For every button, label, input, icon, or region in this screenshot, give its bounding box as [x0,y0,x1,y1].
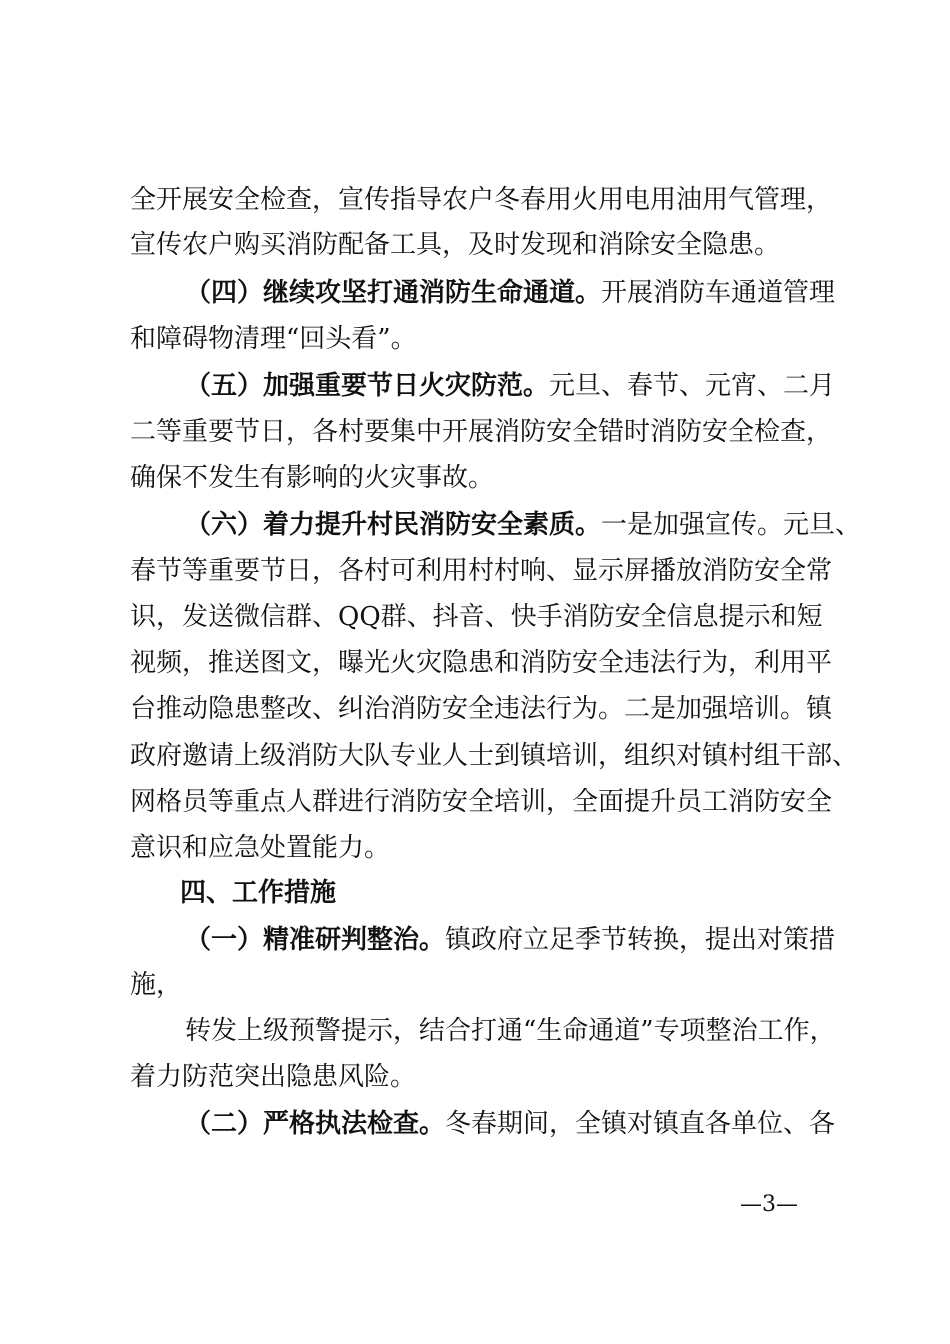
line-text: 镇政府立足季节转换，提出对策措 [445,925,836,955]
measure-heading-2 [185,1104,836,1144]
section-heading-5 [185,366,836,406]
section-heading-4 [185,273,836,313]
line-text: 视频，推送图文，曝光火灾隐患和消防安全违法行为，利用平 [130,648,833,678]
line-text: 意识和应急处置能力。 [130,833,391,863]
line-text: 网格员等重点人群进行消防安全培训，全面提升员工消防安全 [130,787,833,817]
line-text: 台推动隐患整改、纠治消防安全违法行为。二是加强培训。镇 [130,694,833,724]
line-text: 宣传农户购买消防配备工具，及时发现和消除安全隐患。 [130,230,781,260]
line-text: 政府邀请上级消防大队专业人士到镇培训，组织对镇村组干部、 [130,741,859,771]
line-text: 着力防范突出隐患风险。 [130,1062,417,1092]
text-line [130,736,859,776]
text-line [130,828,816,868]
line-text: 确保不发生有影响的火灾事故。 [130,463,495,493]
text-line [130,551,833,591]
line-text: 转发上级预警提示，结合打通“生命通道”专项整治工作， [185,1016,836,1046]
text-line [130,689,833,729]
text-line [130,458,816,498]
text-line [130,782,833,822]
line-text: 和障碍物清理“回头看”。 [130,324,417,354]
line-text: 二等重要节日，各村要集中开展消防安全错时消防安全检查， [130,417,833,447]
text-line [130,597,823,637]
line-text: 春节等重要节日，各村可利用村村响、显示屏播放消防安全常 [130,556,833,586]
line-lead: （二）严格执法检查。 [185,1109,446,1139]
text-line [130,180,833,220]
line-text: 冬春期间，全镇对镇直各单位、各 [445,1109,836,1139]
text-line [130,412,833,452]
line-text: 识，发送微信群、QQ群、抖音、快手消防安全信息提示和短 [130,602,823,632]
line-lead: （五）加强重要节日火灾防范。 [185,371,550,401]
line-lead: （一）精准研判整治。 [185,925,446,955]
line-lead: （六）着力提升村民消防安全素质。 [185,510,602,540]
text-line [130,319,816,359]
line-text: 一是加强宣传。元旦、 [601,510,862,540]
text-line [130,643,833,683]
measure-heading-1 [185,920,836,960]
line-lead: （四）继续攻坚打通消防生命通道。 [185,278,602,308]
line-text: 开展消防车通道管理 [601,278,836,308]
line-text: 元旦、春节、元宵、二月 [549,371,836,401]
line-lead: 四、工作措施 [180,878,337,908]
line-text: 施， [130,970,183,1000]
section-heading-6 [185,505,862,545]
line-text: 全开展安全检查，宣传指导农户冬春用火用电用油用气管理， [130,185,833,215]
text-line [185,1011,836,1051]
text-line [130,1057,816,1097]
text-line [130,225,816,265]
chapter-heading [180,873,866,913]
text-line [130,965,816,1005]
page-number: —3— [740,1192,798,1217]
